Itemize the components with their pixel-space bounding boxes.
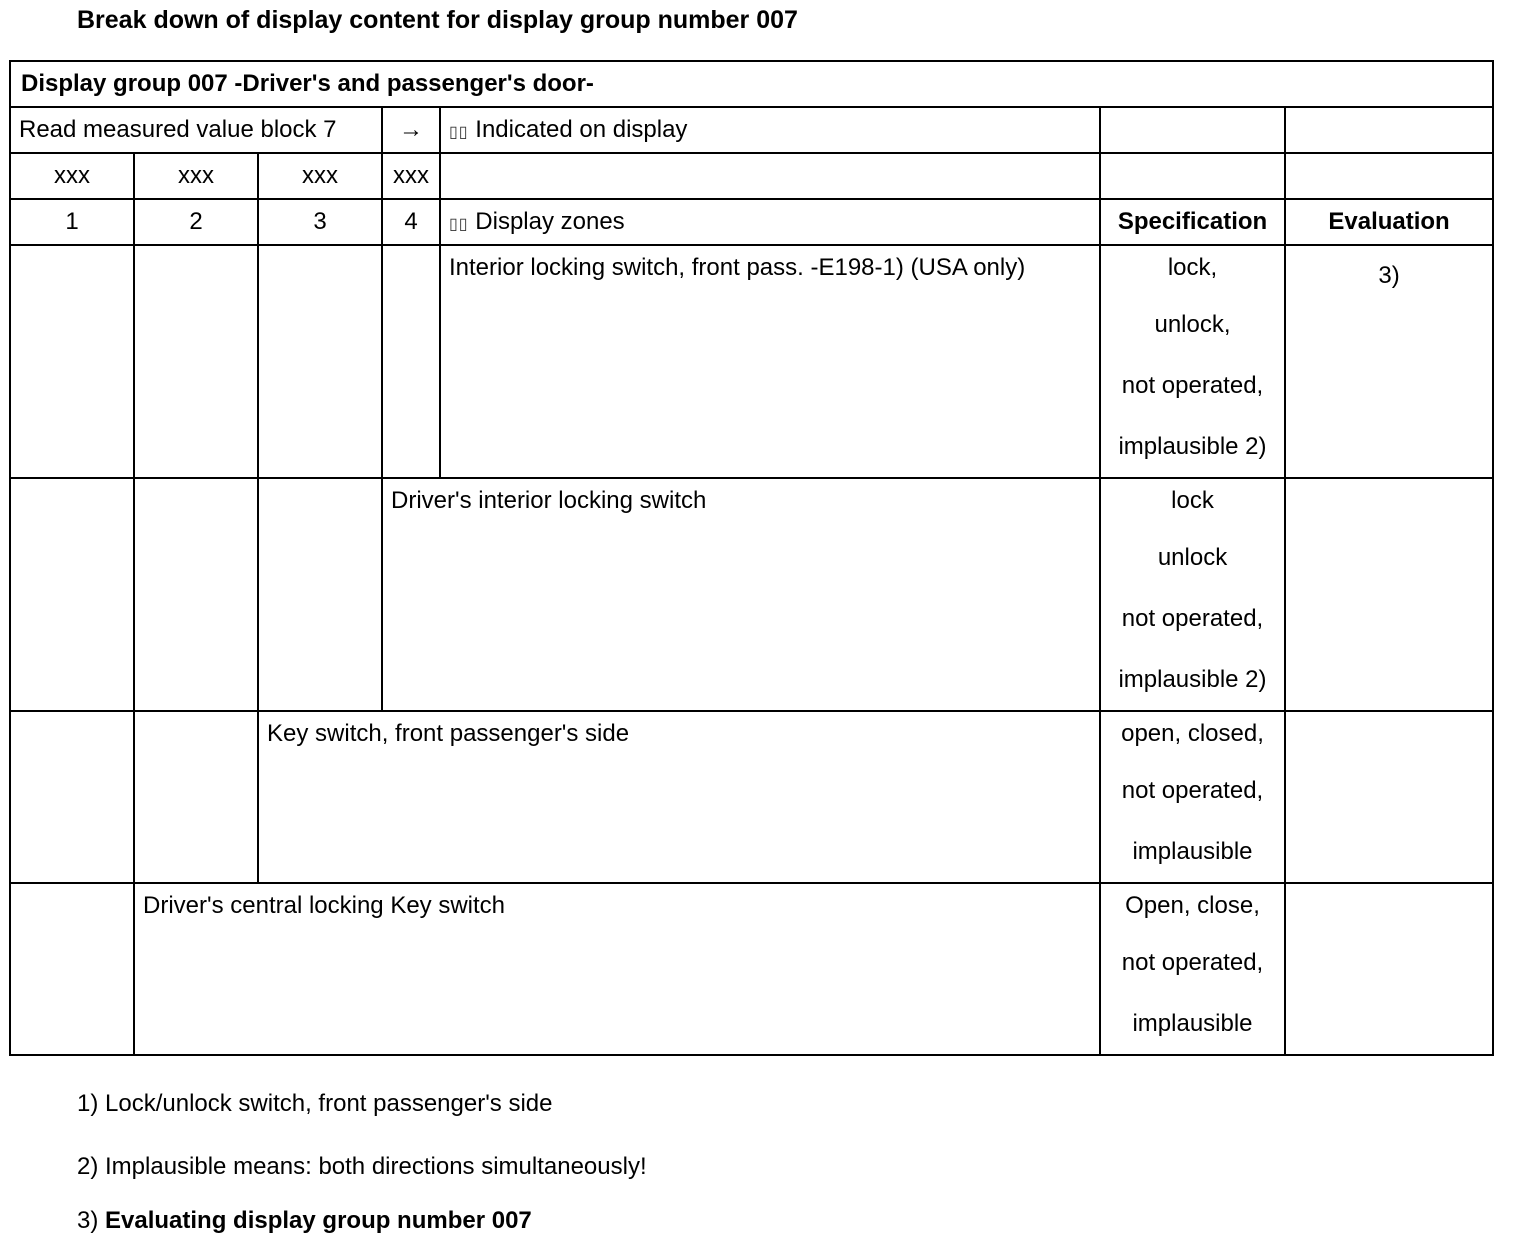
row-specification [1100,478,1285,711]
empty-cell [440,153,1100,199]
xxx-cell-1: xxx [10,153,134,199]
row-specification [1100,883,1285,1055]
zones-label: Display zones [475,208,625,235]
row-description: Key switch, front passenger's side [258,711,1100,883]
spec-line: not operated, [1121,777,1264,804]
spec-line: open, closed, [1121,720,1264,747]
footnote-3-bold: Evaluating display group number 007 [105,1207,532,1234]
group-title-row [10,61,1493,107]
empty-cell [10,478,134,711]
read-block-label: Read measured value block 7 [10,107,382,153]
footnote-3 [77,1207,532,1235]
xxx-cell-4: xxx [382,153,440,199]
spec-line: Open, close, [1125,892,1260,919]
empty-cell [10,883,134,1055]
spec-line: not operated, [1121,372,1264,399]
read-block-row [10,107,1493,153]
indicated-cell [440,107,1100,153]
spec-line: lock [1171,487,1214,514]
row-evaluation [1285,883,1493,1055]
zones-header-row [10,199,1493,245]
specification-header: Specification [1100,199,1285,245]
empty-cell [1285,107,1493,153]
evaluation-header: Evaluation [1285,199,1493,245]
zones-cell [440,199,1100,245]
empty-cell [134,478,258,711]
empty-cell [258,245,382,478]
table-row [10,711,1493,883]
arrow-icon: → [382,107,440,153]
spec-line: implausible [1132,1010,1253,1037]
row-evaluation [1285,478,1493,711]
zone-number-4: 4 [382,199,440,245]
table-row [10,478,1493,711]
spec-line: not operated, [1121,949,1264,976]
row-description: Driver's interior locking switch [382,478,1100,711]
empty-cell [134,711,258,883]
xxx-cell-2: xxx [134,153,258,199]
row-specification [1100,245,1285,478]
footnote-3-prefix: 3) [77,1207,106,1234]
empty-cell [10,711,134,883]
row-evaluation [1285,711,1493,883]
row-description: Driver's central locking Key switch [134,883,1100,1055]
page-title: Break down of display content for display group number 007 [77,6,798,34]
empty-cell [10,245,134,478]
spec-line: lock, [1167,254,1218,281]
table-row [10,245,1493,478]
spec-line: unlock, [1154,311,1231,338]
spec-line: unlock [1157,544,1228,571]
footnote-1: 1) Lock/unlock switch, front passenger's side [77,1090,553,1117]
footnote-2: 2) Implausible means: both directions simultaneously! [77,1153,647,1180]
empty-cell [382,245,440,478]
spec-line: implausible [1132,838,1253,865]
xxx-cell-3: xxx [258,153,382,199]
display-group-table [9,60,1494,1056]
spec-line: implausible 2) [1118,433,1267,460]
indicated-label: Indicated on display [475,116,688,143]
empty-cell [1285,153,1493,199]
display-icon: ▯▯ [449,216,469,233]
group-title: Display group 007 -Driver's and passenger's door- [10,61,1493,107]
display-icon: ▯▯ [449,124,469,141]
table-row [10,883,1493,1055]
zone-number-2: 2 [134,199,258,245]
row-specification [1100,711,1285,883]
empty-cell [1100,107,1285,153]
spec-line: implausible 2) [1118,666,1267,693]
zone-number-1: 1 [10,199,134,245]
empty-cell [134,245,258,478]
zone-number-3: 3 [258,199,382,245]
xxx-row [10,153,1493,199]
empty-cell [1100,153,1285,199]
row-evaluation: 3) [1285,245,1493,478]
spec-line: not operated, [1121,605,1264,632]
empty-cell [258,478,382,711]
row-description: Interior locking switch, front pass. -E198-1) (USA only) [440,245,1100,478]
